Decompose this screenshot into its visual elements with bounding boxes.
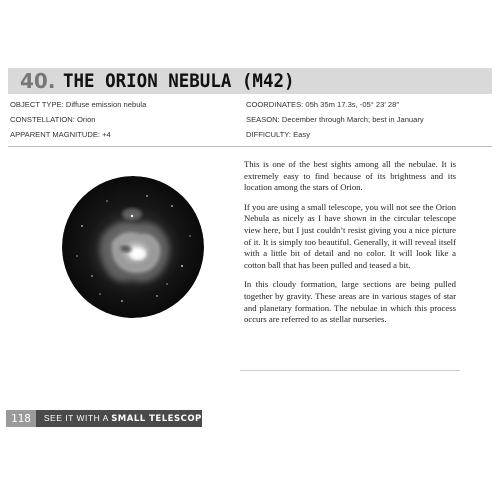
info-divider <box>8 146 492 147</box>
paragraph-1: This is one of the best sights among all the nebulae. It is extremely easy to find because of its brightness and its location among the stars of Orion. <box>244 159 456 193</box>
page-number: 118 <box>6 410 36 427</box>
text-divider <box>240 370 460 371</box>
paragraph-2: If you are using a small telescope, you will not see the Orion Nebula as nicely as I have shown in the circular telescope view here, but I just couldn’t resist giving you a nice picture of it. It is simply too beautiful. Generally, it will reveal itself with a little bit of detail and no color. It will look like a cotton ball that has been pulled and teased a bit. <box>244 201 456 270</box>
section-title-bar <box>8 68 492 94</box>
running-footer-text <box>44 413 208 424</box>
paragraph-3: In this cloudy formation, large sections are being pulled together by gravity. These areas are in various stages of star and planetary formation. The nebulae in which this process occurs are referred to as stellar nurseries. <box>244 279 456 325</box>
apparent-magnitude: APPARENT MAGNITUDE: +4 <box>10 130 111 139</box>
orion-nebula-image <box>62 176 204 318</box>
difficulty: DIFFICULTY: Easy <box>246 130 310 139</box>
footer-text-emphasis: SMALL TELESCOPE <box>111 414 209 424</box>
constellation: CONSTELLATION: Orion <box>10 115 96 124</box>
footer-text-prefix: SEE IT WITH A <box>43 413 112 423</box>
page-footer <box>6 410 209 427</box>
section-title: THE ORION NEBULA (M42) <box>63 70 295 92</box>
season: SEASON: December through March; best in January <box>246 115 424 124</box>
object-type: OBJECT TYPE: Diffuse emission nebula <box>10 100 147 109</box>
section-number: 40. <box>20 69 56 93</box>
article-body <box>244 159 456 334</box>
nebula-telescope-view-icon <box>62 176 204 318</box>
coordinates: COORDINATES: 05h 35m 17.3s, -05° 23′ 28″ <box>246 100 400 109</box>
